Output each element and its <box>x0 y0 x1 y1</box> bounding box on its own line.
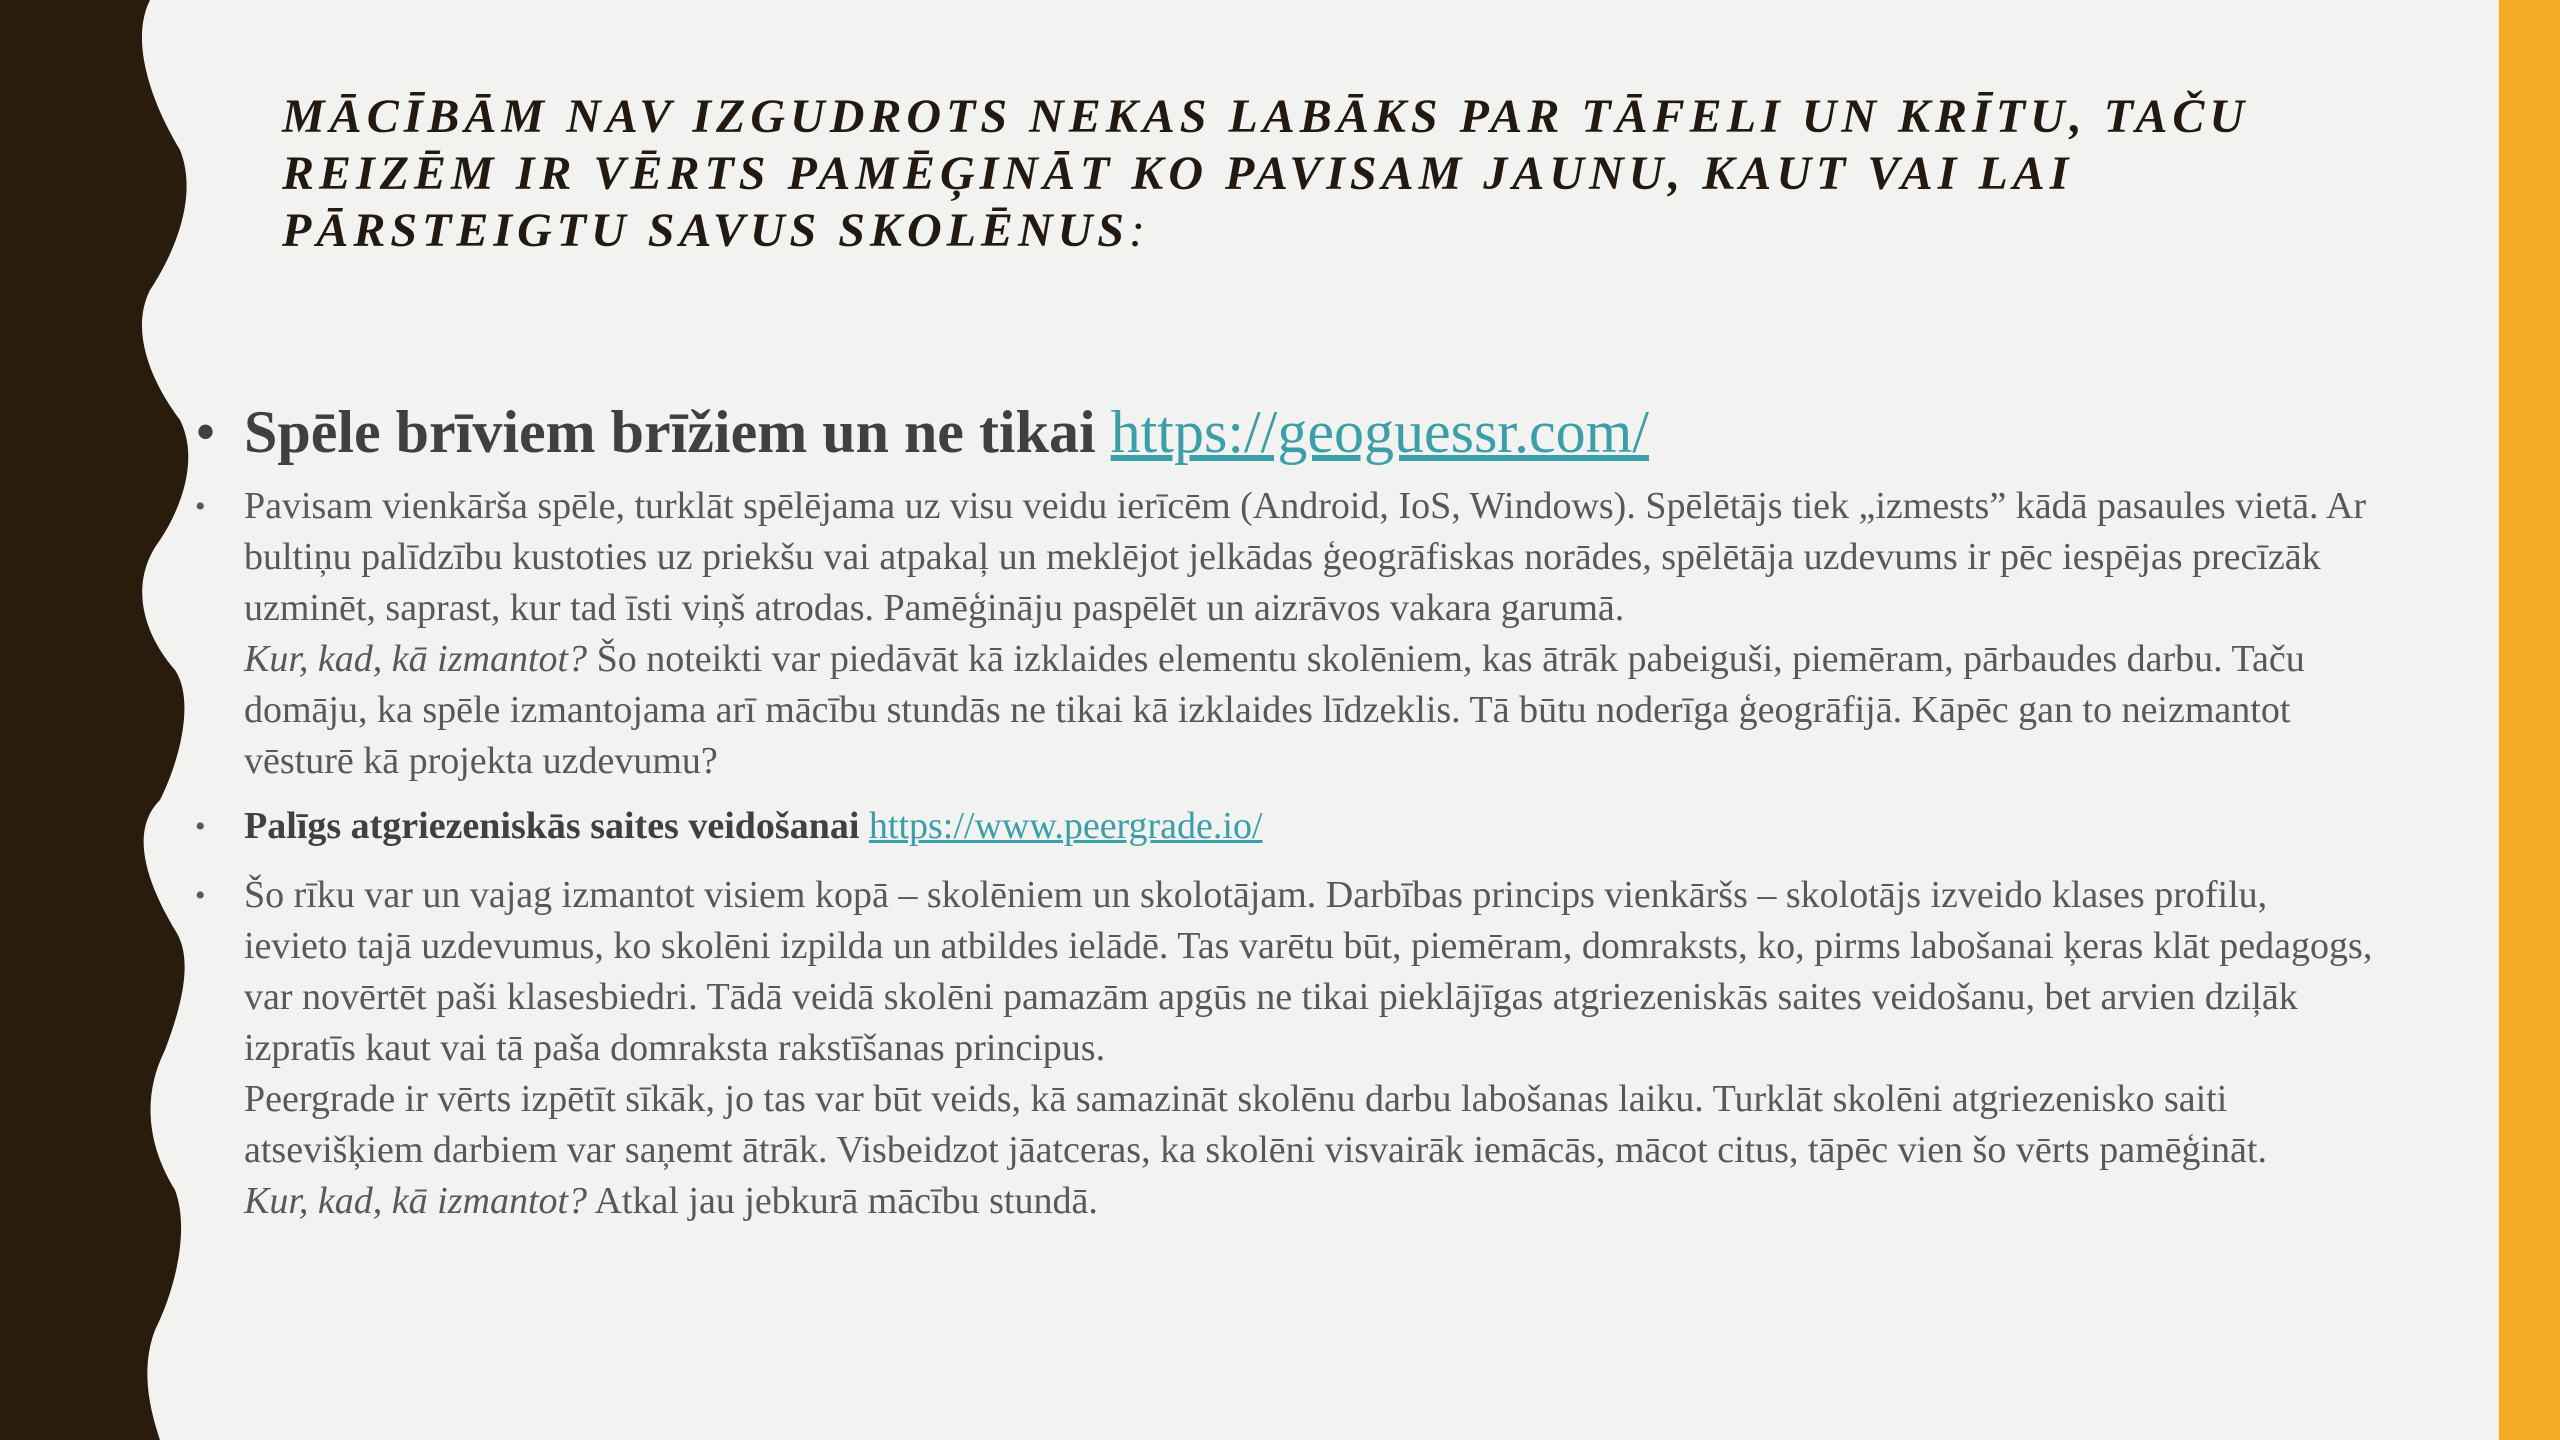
peergrade-heading-text: Palīgs atgriezeniskās saites veidošanai <box>244 805 860 847</box>
wavy-left-band <box>0 0 200 1440</box>
peergrade-usage-question: Kur, kad, kā izmantot? <box>244 1180 588 1222</box>
geoguessr-heading-text: Spēle brīviem brīžiem un ne tikai <box>244 399 1096 465</box>
geoguessr-paragraph-2 <box>244 634 2375 787</box>
bullet-peergrade-heading <box>190 801 2375 852</box>
bullet-peergrade-description <box>190 870 2375 1227</box>
peergrade-paragraph-2: Peergrade ir vērts izpētīt sīkāk, jo tas var būt veids, kā samazināt skolēnu darbu labošanas laiku. Turklāt skolēni atgriezenisko saiti atsevišķiem darbiem var saņemt ātrāk. Visbeidzot jāatceras, ka skolēni visvairāk iemācās, mācot citus, tāpēc vien šo vērts pamēģināt. <box>244 1078 2267 1171</box>
peergrade-link[interactable]: https://www.peergrade.io/ <box>868 805 1263 847</box>
bullet-dot: • <box>195 490 206 523</box>
bullet-dot: • <box>195 879 206 912</box>
slide-title-colon: : <box>1128 204 1150 257</box>
slide-content <box>190 393 2375 1227</box>
geoguessr-paragraph-1: Pavisam vienkārša spēle, turklāt spēlējama uz visu veidu ierīcēm (Android, IoS, Windows). Spēlētājs tiek „izmests” kādā pasaules vietā. Ar bultiņu palīdzību kustoties uz priekšu vai atpakaļ un meklējot jelkādas ģeogrāfiskas norādes, spēlētāja uzdevums ir pēc iespējas precīzāk uzminēt, saprast, kur tad īsti viņš atrodas. Pamēģināju paspēlēt un aizrāvos vakara garumā. <box>244 485 2367 629</box>
geoguessr-link[interactable]: https://geoguessr.com/ <box>1110 399 1649 465</box>
accent-right-band <box>2499 0 2560 1440</box>
peergrade-usage-answer: Atkal jau jebkurā mācību stundā. <box>587 1180 1098 1222</box>
slide-title <box>282 88 2432 259</box>
bullet-geoguessr-heading <box>190 393 2375 471</box>
geoguessr-usage-answer: Šo noteikti var piedāvāt kā izklaides elementu skolēniem, kas ātrāk pabeiguši, piemēram, pārbaudes darbu. Taču domāju, ka spēle izmantojama arī mācību stundās ne tikai kā izklaides līdzeklis. Tā būtu noderīga ģeogrāfijā. Kāpēc gan to neizmantot vēsturē kā projekta uzdevumu? <box>244 638 2305 782</box>
bullet-geoguessr-description <box>190 481 2375 787</box>
peergrade-paragraph-3 <box>244 1176 2375 1227</box>
bullet-dot: • <box>195 810 206 843</box>
geoguessr-usage-question: Kur, kad, kā izmantot? <box>244 638 588 680</box>
slide-title-text: MĀCĪBĀM NAV IZGUDROTS NEKAS LABĀKS PAR TĀFELI UN KRĪTU, TAČU REIZĒM IR VĒRTS PAMĒĢINĀT KO PAVISAM JAUNU, KAUT VAI LAI PĀRSTEIGTU SAVUS SKOLĒNUS <box>282 90 2250 257</box>
bullet-dot: • <box>195 399 217 465</box>
peergrade-paragraph-1: Šo rīku var un vajag izmantot visiem kopā – skolēniem un skolotājam. Darbības princips vienkāršs – skolotājs izveido klases profilu, ievieto tajā uzdevumus, ko skolēni izpilda un atbildes ielādē. Tas varētu būt, piemēram, domraksts, ko, pirms labošanai ķeras klāt pedagogs, var novērtēt paši klasesbiedri. Tādā veidā skolēni pamazām apgūs ne tikai pieklājīgas atgriezeniskās saites veidošanu, bet arvien dziļāk izpratīs kaut vai tā paša domraksta rakstīšanas principus. <box>244 874 2373 1069</box>
